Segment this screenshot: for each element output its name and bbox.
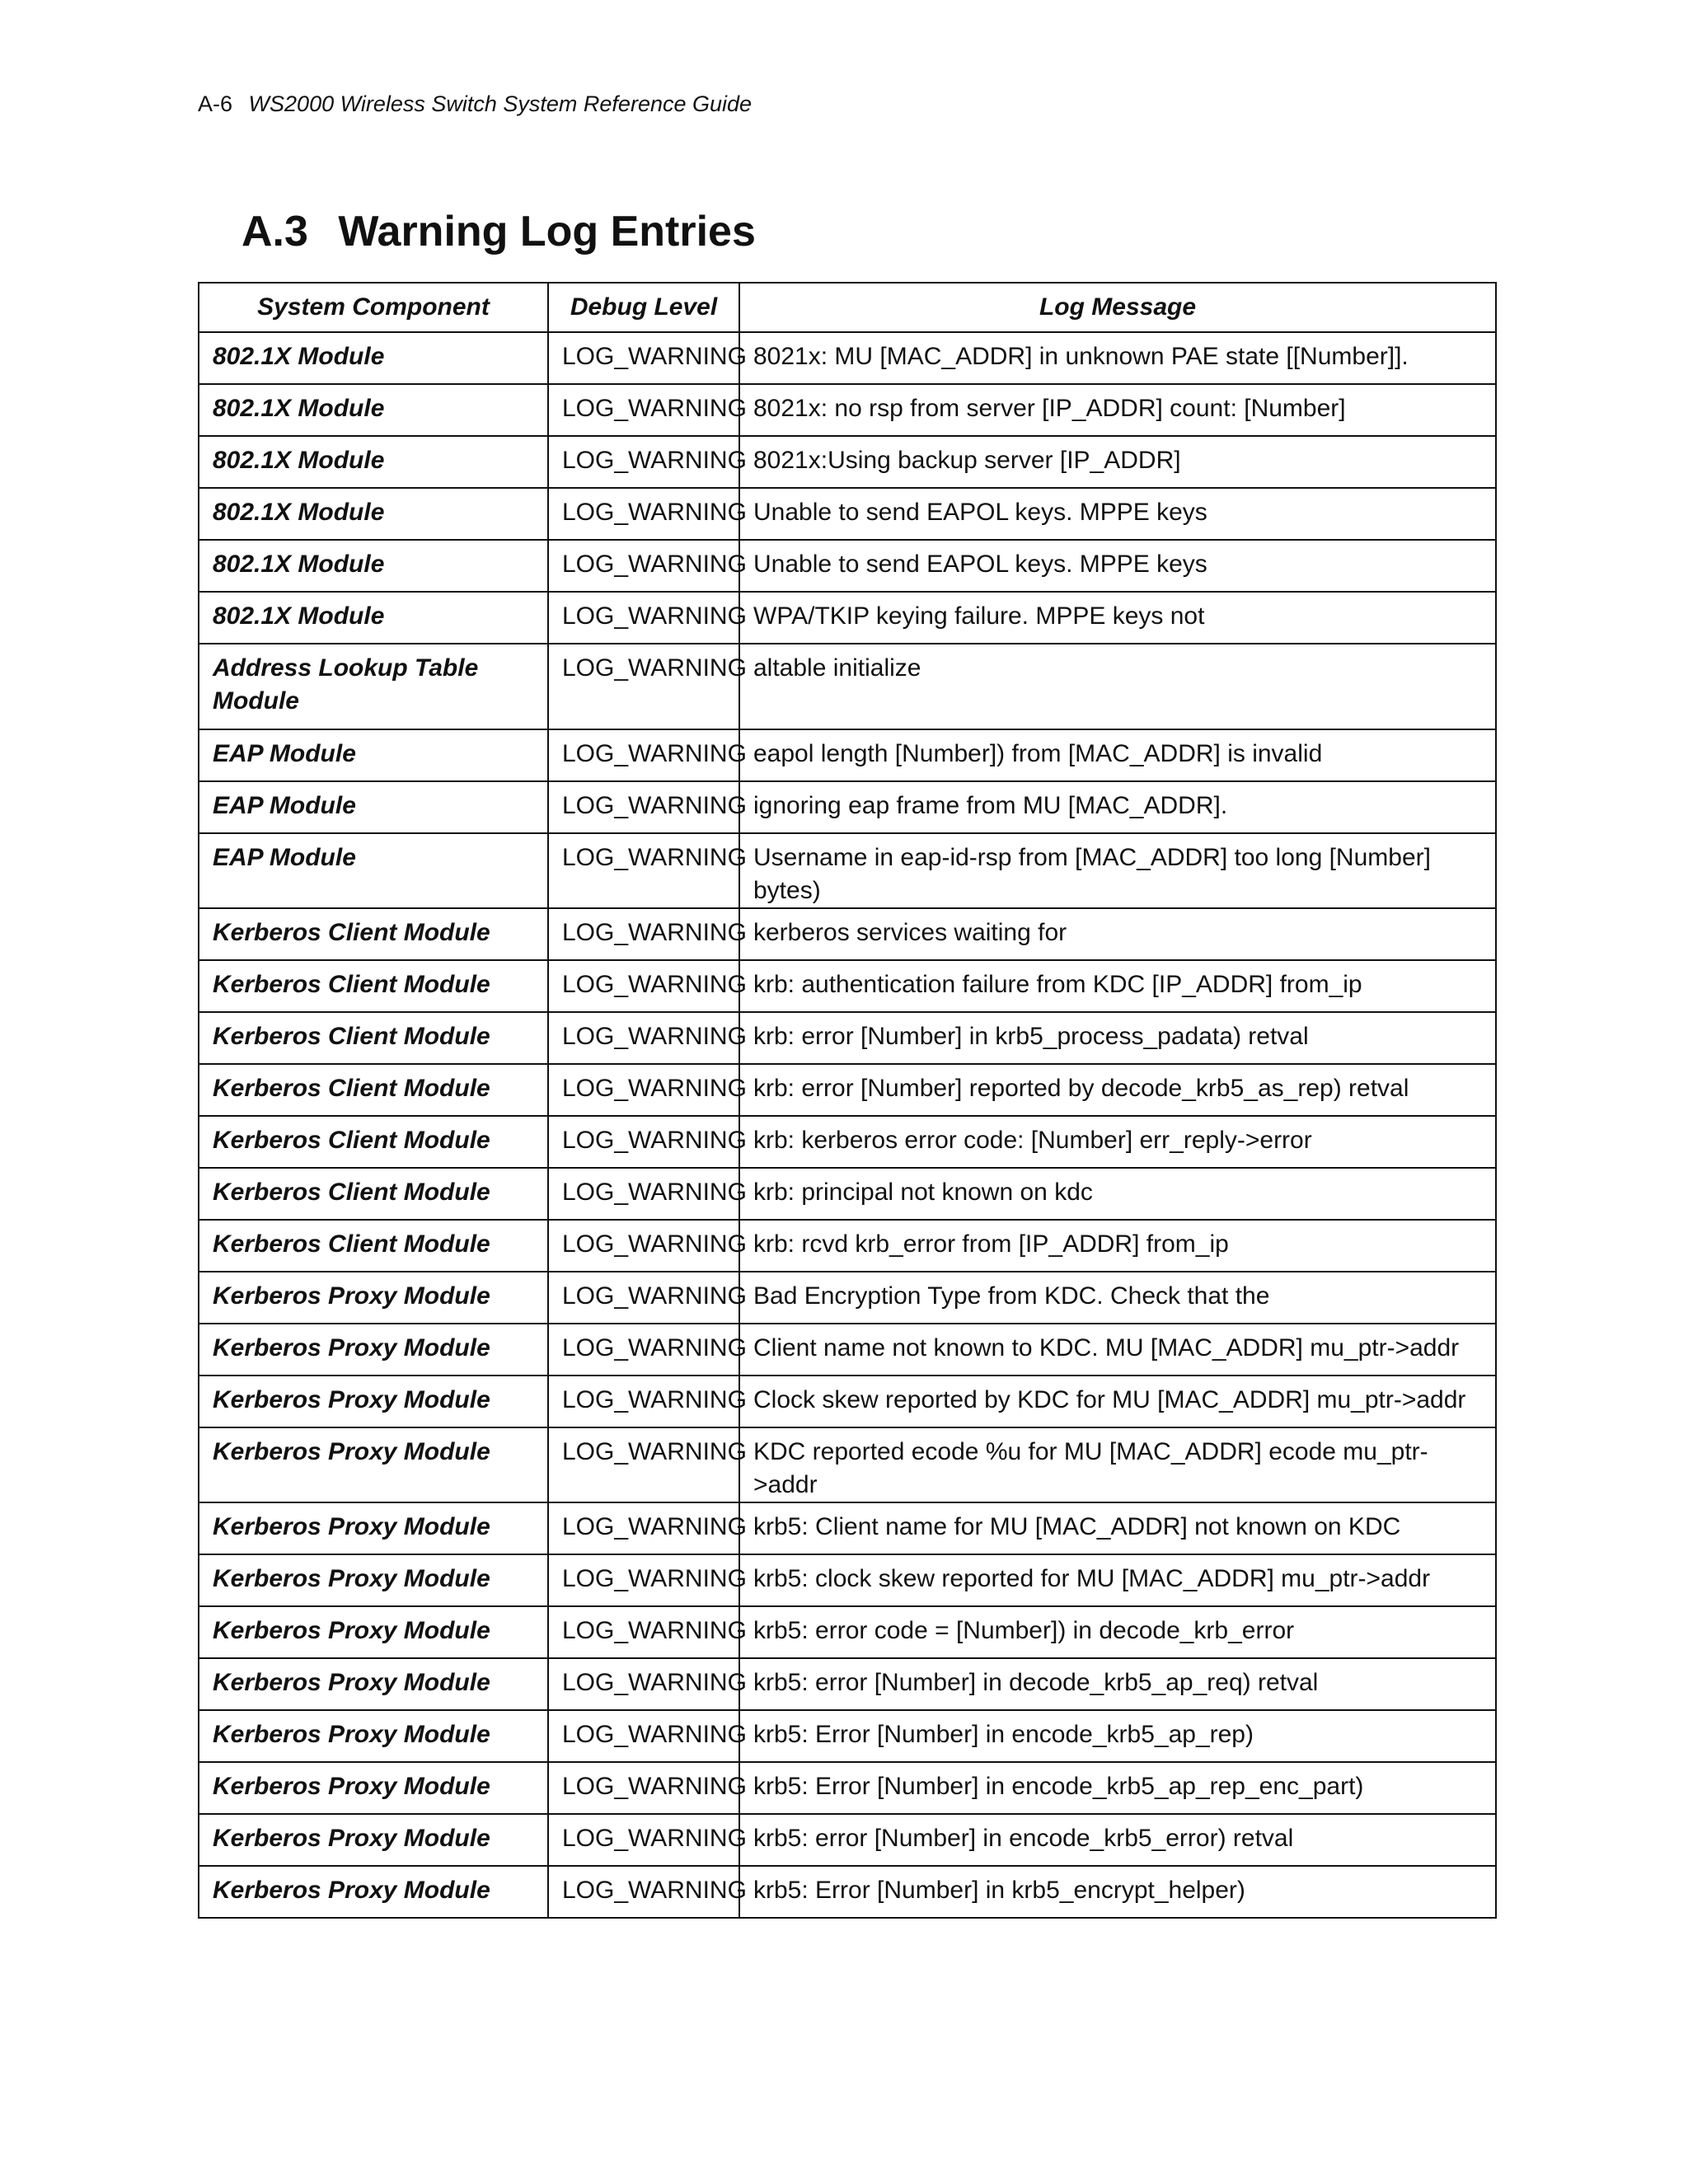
log-message-cell: KDC reported ecode %u for MU [MAC_ADDR] ecode mu_ptr->addr bbox=[739, 1427, 1496, 1502]
debug-level-cell: LOG_WARNING bbox=[548, 781, 739, 833]
log-message-cell: krb: kerberos error code: [Number] err_reply->error bbox=[739, 1116, 1496, 1168]
debug-level-cell: LOG_WARNING bbox=[548, 332, 739, 384]
table-row bbox=[199, 1710, 1496, 1762]
table-row bbox=[199, 1762, 1496, 1814]
log-message-cell: krb5: Error [Number] in encode_krb5_ap_rep) bbox=[739, 1710, 1496, 1762]
debug-level-cell: LOG_WARNING bbox=[548, 1427, 739, 1502]
table-row bbox=[199, 592, 1496, 644]
log-message-cell: krb5: Error [Number] in encode_krb5_ap_rep_enc_part) bbox=[739, 1762, 1496, 1814]
component-cell: Kerberos Proxy Module bbox=[199, 1814, 548, 1866]
table-row bbox=[199, 1554, 1496, 1606]
debug-level-cell: LOG_WARNING bbox=[548, 833, 739, 908]
table-row bbox=[199, 1168, 1496, 1220]
component-cell: 802.1X Module bbox=[199, 436, 548, 488]
table-row bbox=[199, 960, 1496, 1012]
log-message-cell: ignoring eap frame from MU [MAC_ADDR]. bbox=[739, 781, 1496, 833]
table-row bbox=[199, 384, 1496, 436]
debug-level-cell: LOG_WARNING bbox=[548, 1866, 739, 1918]
table-row bbox=[199, 908, 1496, 960]
debug-level-cell: LOG_WARNING bbox=[548, 384, 739, 436]
log-message-cell: 8021x: no rsp from server [IP_ADDR] count: [Number] bbox=[739, 384, 1496, 436]
table-row bbox=[199, 1376, 1496, 1427]
component-cell: EAP Module bbox=[199, 729, 548, 781]
debug-level-cell: LOG_WARNING bbox=[548, 1168, 739, 1220]
log-message-cell: krb: rcvd krb_error from [IP_ADDR] from_ip bbox=[739, 1220, 1496, 1272]
table-row bbox=[199, 1064, 1496, 1116]
log-message-cell: 8021x:Using backup server [IP_ADDR] bbox=[739, 436, 1496, 488]
component-cell: Kerberos Client Module bbox=[199, 1220, 548, 1272]
component-cell: Kerberos Proxy Module bbox=[199, 1658, 548, 1710]
table-row bbox=[199, 1427, 1496, 1502]
debug-level-cell: LOG_WARNING bbox=[548, 1272, 739, 1324]
component-cell: Kerberos Proxy Module bbox=[199, 1866, 548, 1918]
component-cell: EAP Module bbox=[199, 781, 548, 833]
log-message-cell: krb5: Client name for MU [MAC_ADDR] not known on KDC bbox=[739, 1502, 1496, 1554]
table-row bbox=[199, 332, 1496, 384]
table-row bbox=[199, 1324, 1496, 1376]
debug-level-cell: LOG_WARNING bbox=[548, 644, 739, 729]
log-message-cell: Clock skew reported by KDC for MU [MAC_ADDR] mu_ptr->addr bbox=[739, 1376, 1496, 1427]
component-cell: 802.1X Module bbox=[199, 332, 548, 384]
component-cell: Address Lookup Table Module bbox=[199, 644, 548, 729]
component-cell: 802.1X Module bbox=[199, 384, 548, 436]
component-cell: 802.1X Module bbox=[199, 592, 548, 644]
running-header bbox=[198, 91, 752, 117]
log-message-cell: Unable to send EAPOL keys. MPPE keys bbox=[739, 540, 1496, 592]
table-row bbox=[199, 1866, 1496, 1918]
component-cell: Kerberos Proxy Module bbox=[199, 1606, 548, 1658]
section-title: Warning Log Entries bbox=[338, 208, 756, 255]
debug-level-cell: LOG_WARNING bbox=[548, 908, 739, 960]
log-message-cell: Client name not known to KDC. MU [MAC_ADDR] mu_ptr->addr bbox=[739, 1324, 1496, 1376]
page-number: A-6 bbox=[198, 91, 233, 116]
table-row bbox=[199, 781, 1496, 833]
debug-level-cell: LOG_WARNING bbox=[548, 1606, 739, 1658]
log-message-cell: altable initialize bbox=[739, 644, 1496, 729]
debug-level-cell: LOG_WARNING bbox=[548, 1376, 739, 1427]
component-cell: Kerberos Proxy Module bbox=[199, 1272, 548, 1324]
debug-level-cell: LOG_WARNING bbox=[548, 1064, 739, 1116]
component-cell: Kerberos Client Module bbox=[199, 1168, 548, 1220]
debug-level-cell: LOG_WARNING bbox=[548, 1658, 739, 1710]
debug-level-cell: LOG_WARNING bbox=[548, 1012, 739, 1064]
log-message-cell: Username in eap-id-rsp from [MAC_ADDR] too long [Number] bytes) bbox=[739, 833, 1496, 908]
component-cell: Kerberos Proxy Module bbox=[199, 1376, 548, 1427]
log-message-cell: kerberos services waiting for bbox=[739, 908, 1496, 960]
log-message-cell: krb5: error [Number] in decode_krb5_ap_req) retval bbox=[739, 1658, 1496, 1710]
component-cell: Kerberos Client Module bbox=[199, 1012, 548, 1064]
table-row bbox=[199, 1502, 1496, 1554]
log-message-cell: krb: error [Number] in krb5_process_padata) retval bbox=[739, 1012, 1496, 1064]
log-message-cell: Bad Encryption Type from KDC. Check that the bbox=[739, 1272, 1496, 1324]
component-cell: Kerberos Client Module bbox=[199, 908, 548, 960]
debug-level-cell: LOG_WARNING bbox=[548, 729, 739, 781]
table-row bbox=[199, 1272, 1496, 1324]
debug-level-cell: LOG_WARNING bbox=[548, 960, 739, 1012]
log-message-cell: krb: authentication failure from KDC [IP_ADDR] from_ip bbox=[739, 960, 1496, 1012]
debug-level-cell: LOG_WARNING bbox=[548, 592, 739, 644]
table-row bbox=[199, 1220, 1496, 1272]
table-row bbox=[199, 488, 1496, 540]
debug-level-cell: LOG_WARNING bbox=[548, 1502, 739, 1554]
table-row bbox=[199, 833, 1496, 908]
component-cell: 802.1X Module bbox=[199, 540, 548, 592]
table-row bbox=[199, 729, 1496, 781]
component-cell: Kerberos Client Module bbox=[199, 960, 548, 1012]
component-cell: Kerberos Client Module bbox=[199, 1064, 548, 1116]
component-cell: Kerberos Proxy Module bbox=[199, 1554, 548, 1606]
log-message-cell: krb5: error code = [Number]) in decode_krb_error bbox=[739, 1606, 1496, 1658]
column-header-debug-level: Debug Level bbox=[548, 283, 739, 332]
debug-level-cell: LOG_WARNING bbox=[548, 540, 739, 592]
log-message-cell: krb: error [Number] reported by decode_krb5_as_rep) retval bbox=[739, 1064, 1496, 1116]
table-row bbox=[199, 644, 1496, 729]
debug-level-cell: LOG_WARNING bbox=[548, 1220, 739, 1272]
table-row bbox=[199, 1116, 1496, 1168]
log-message-cell: krb5: Error [Number] in krb5_encrypt_helper) bbox=[739, 1866, 1496, 1918]
table-row bbox=[199, 540, 1496, 592]
table-row bbox=[199, 1814, 1496, 1866]
component-cell: Kerberos Proxy Module bbox=[199, 1710, 548, 1762]
debug-level-cell: LOG_WARNING bbox=[548, 1116, 739, 1168]
section-number: A.3 bbox=[241, 208, 308, 255]
log-message-cell: krb5: error [Number] in encode_krb5_error) retval bbox=[739, 1814, 1496, 1866]
debug-level-cell: LOG_WARNING bbox=[548, 1554, 739, 1606]
debug-level-cell: LOG_WARNING bbox=[548, 488, 739, 540]
log-message-cell: krb5: clock skew reported for MU [MAC_ADDR] mu_ptr->addr bbox=[739, 1554, 1496, 1606]
component-cell: EAP Module bbox=[199, 833, 548, 908]
warning-log-table bbox=[198, 282, 1497, 1919]
log-message-cell: Unable to send EAPOL keys. MPPE keys bbox=[739, 488, 1496, 540]
debug-level-cell: LOG_WARNING bbox=[548, 1710, 739, 1762]
log-message-cell: eapol length [Number]) from [MAC_ADDR] is invalid bbox=[739, 729, 1496, 781]
log-message-cell: 8021x: MU [MAC_ADDR] in unknown PAE state [[Number]]. bbox=[739, 332, 1496, 384]
table-header-row bbox=[199, 283, 1496, 332]
debug-level-cell: LOG_WARNING bbox=[548, 436, 739, 488]
component-cell: Kerberos Proxy Module bbox=[199, 1502, 548, 1554]
column-header-log-message: Log Message bbox=[739, 283, 1496, 332]
debug-level-cell: LOG_WARNING bbox=[548, 1814, 739, 1866]
guide-title: WS2000 Wireless Switch System Reference Guide bbox=[248, 91, 753, 116]
section-heading bbox=[241, 210, 756, 253]
log-message-cell: WPA/TKIP keying failure. MPPE keys not bbox=[739, 592, 1496, 644]
component-cell: 802.1X Module bbox=[199, 488, 548, 540]
column-header-system-component: System Component bbox=[199, 283, 548, 332]
component-cell: Kerberos Proxy Module bbox=[199, 1324, 548, 1376]
table-row bbox=[199, 1606, 1496, 1658]
debug-level-cell: LOG_WARNING bbox=[548, 1762, 739, 1814]
table-row bbox=[199, 1658, 1496, 1710]
log-message-cell: krb: principal not known on kdc bbox=[739, 1168, 1496, 1220]
debug-level-cell: LOG_WARNING bbox=[548, 1324, 739, 1376]
table-row bbox=[199, 436, 1496, 488]
component-cell: Kerberos Client Module bbox=[199, 1116, 548, 1168]
component-cell: Kerberos Proxy Module bbox=[199, 1762, 548, 1814]
component-cell: Kerberos Proxy Module bbox=[199, 1427, 548, 1502]
table-row bbox=[199, 1012, 1496, 1064]
table-body bbox=[199, 332, 1496, 1918]
